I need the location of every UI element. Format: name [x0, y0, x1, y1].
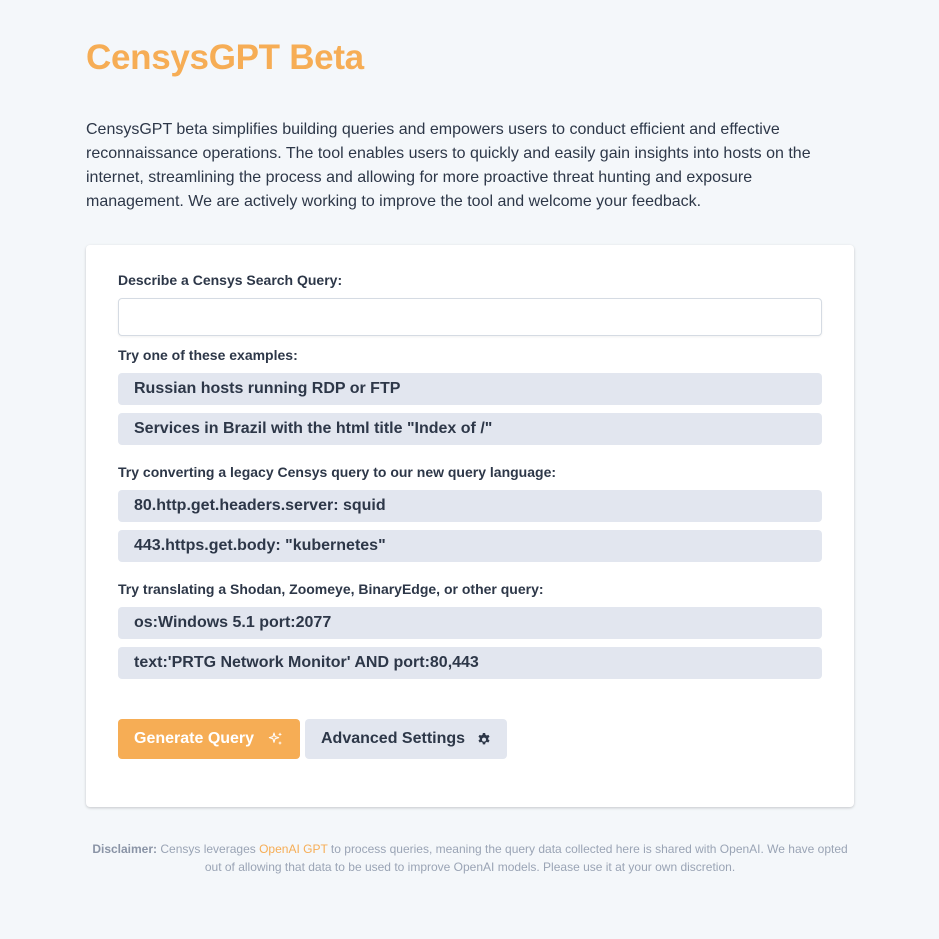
- page-title: CensysGPT Beta: [86, 38, 364, 77]
- translate-example-chip[interactable]: text:'PRTG Network Monitor' AND port:80,443: [118, 647, 822, 679]
- generate-query-button[interactable]: [118, 719, 300, 759]
- legacy-example-chip[interactable]: 80.http.get.headers.server: squid: [118, 490, 822, 522]
- disclaimer-text-before: Censys leverages: [160, 842, 256, 856]
- example-chip[interactable]: Russian hosts running RDP or FTP: [118, 373, 822, 405]
- legacy-label: Try converting a legacy Censys query to our new query language:: [118, 464, 557, 480]
- legacy-example-chip[interactable]: 443.https.get.body: "kubernetes": [118, 530, 822, 562]
- disclaimer-label: Disclaimer:: [92, 842, 158, 856]
- advanced-settings-button[interactable]: [305, 719, 507, 759]
- query-label: Describe a Censys Search Query:: [118, 272, 343, 288]
- examples-label: Try one of these examples:: [118, 347, 298, 363]
- query-input[interactable]: [118, 298, 822, 336]
- sparkles-icon: [268, 731, 284, 747]
- disclaimer-text-after: to process queries, meaning the query data collected here is shared with OpenAI. We have opted out of allowing that data to be used to improve OpenAI models. Please use it at your own discretion.: [204, 842, 848, 874]
- page-description: CensysGPT beta simplifies building queries and empowers users to conduct efficient and effective reconnaissance operations. The tool enables users to quickly and easily gain insights into hosts on the internet, streamlining the process and allowing for more proactive threat hunting and exposure management. We are actively working to improve the tool and welcome your feedback.: [86, 121, 811, 210]
- openai-gpt-link[interactable]: OpenAI GPT: [259, 842, 328, 856]
- translate-example-chip[interactable]: os:Windows 5.1 port:2077: [118, 607, 822, 639]
- translate-label: Try translating a Shodan, Zoomeye, BinaryEdge, or other query:: [118, 581, 544, 597]
- gear-icon: [476, 731, 492, 747]
- disclaimer: [86, 840, 854, 876]
- example-chip[interactable]: Services in Brazil with the html title "Index of /": [118, 413, 822, 445]
- generate-query-label: Generate Query: [134, 730, 255, 747]
- query-card: [86, 245, 854, 807]
- advanced-settings-label: Advanced Settings: [321, 730, 466, 747]
